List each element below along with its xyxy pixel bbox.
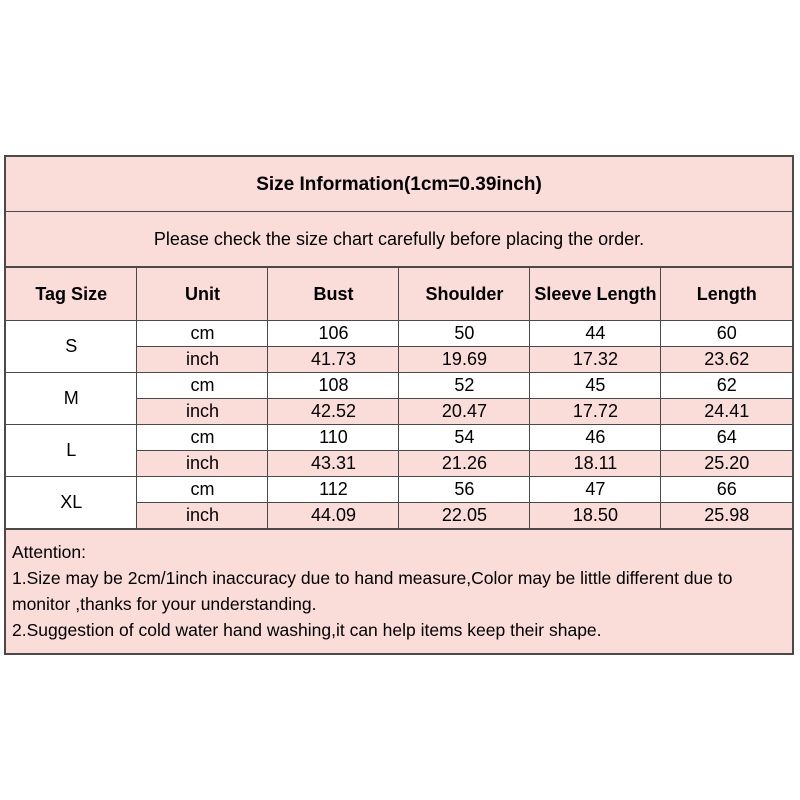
- value-cell: 41.73: [268, 347, 399, 373]
- value-cell: 54: [399, 425, 530, 451]
- unit-label: inch: [137, 399, 268, 425]
- attention-line-1: 1.Size may be 2cm/1inch inaccuracy due to hand measure,Color may be little different due to monitor ,thanks for your understanding.: [12, 568, 733, 614]
- unit-label: cm: [137, 321, 268, 347]
- size-label-s: S: [6, 321, 137, 373]
- table-row: [6, 477, 792, 503]
- value-cell: 25.20: [661, 451, 792, 477]
- size-chart-subtitle: Please check the size chart carefully before placing the order.: [6, 212, 792, 267]
- value-cell: 45: [530, 373, 661, 399]
- unit-label: cm: [137, 425, 268, 451]
- unit-label: inch: [137, 451, 268, 477]
- unit-label: cm: [137, 373, 268, 399]
- value-cell: 62: [661, 373, 792, 399]
- value-cell: 110: [268, 425, 399, 451]
- table-row: [6, 373, 792, 399]
- unit-label: cm: [137, 477, 268, 503]
- header-sleeve-length: Sleeve Length: [530, 268, 661, 321]
- table-row: [6, 321, 792, 347]
- value-cell: 60: [661, 321, 792, 347]
- table-header-row: [6, 268, 792, 321]
- attention-line-2: 2.Suggestion of cold water hand washing,it can help items keep their shape.: [12, 620, 602, 640]
- value-cell: 17.32: [530, 347, 661, 373]
- attention-heading: Attention:: [12, 542, 86, 562]
- value-cell: 43.31: [268, 451, 399, 477]
- size-chart: [4, 155, 794, 655]
- value-cell: 47: [530, 477, 661, 503]
- value-cell: 52: [399, 373, 530, 399]
- unit-label: inch: [137, 503, 268, 529]
- value-cell: 23.62: [661, 347, 792, 373]
- value-cell: 46: [530, 425, 661, 451]
- value-cell: 108: [268, 373, 399, 399]
- value-cell: 22.05: [399, 503, 530, 529]
- value-cell: 64: [661, 425, 792, 451]
- header-unit: Unit: [137, 268, 268, 321]
- unit-label: inch: [137, 347, 268, 373]
- value-cell: 106: [268, 321, 399, 347]
- table-row: [6, 425, 792, 451]
- header-tag-size: Tag Size: [6, 268, 137, 321]
- header-length: Length: [661, 268, 792, 321]
- value-cell: 25.98: [661, 503, 792, 529]
- value-cell: 18.11: [530, 451, 661, 477]
- value-cell: 50: [399, 321, 530, 347]
- attention-note: [6, 529, 792, 653]
- size-label-m: M: [6, 373, 137, 425]
- size-table: [6, 267, 792, 529]
- value-cell: 18.50: [530, 503, 661, 529]
- header-bust: Bust: [268, 268, 399, 321]
- value-cell: 56: [399, 477, 530, 503]
- value-cell: 66: [661, 477, 792, 503]
- value-cell: 17.72: [530, 399, 661, 425]
- size-label-xl: XL: [6, 477, 137, 529]
- value-cell: 20.47: [399, 399, 530, 425]
- value-cell: 44: [530, 321, 661, 347]
- size-chart-title: Size Information(1cm=0.39inch): [6, 157, 792, 212]
- value-cell: 44.09: [268, 503, 399, 529]
- value-cell: 21.26: [399, 451, 530, 477]
- header-shoulder: Shoulder: [399, 268, 530, 321]
- size-label-l: L: [6, 425, 137, 477]
- value-cell: 112: [268, 477, 399, 503]
- value-cell: 42.52: [268, 399, 399, 425]
- value-cell: 24.41: [661, 399, 792, 425]
- value-cell: 19.69: [399, 347, 530, 373]
